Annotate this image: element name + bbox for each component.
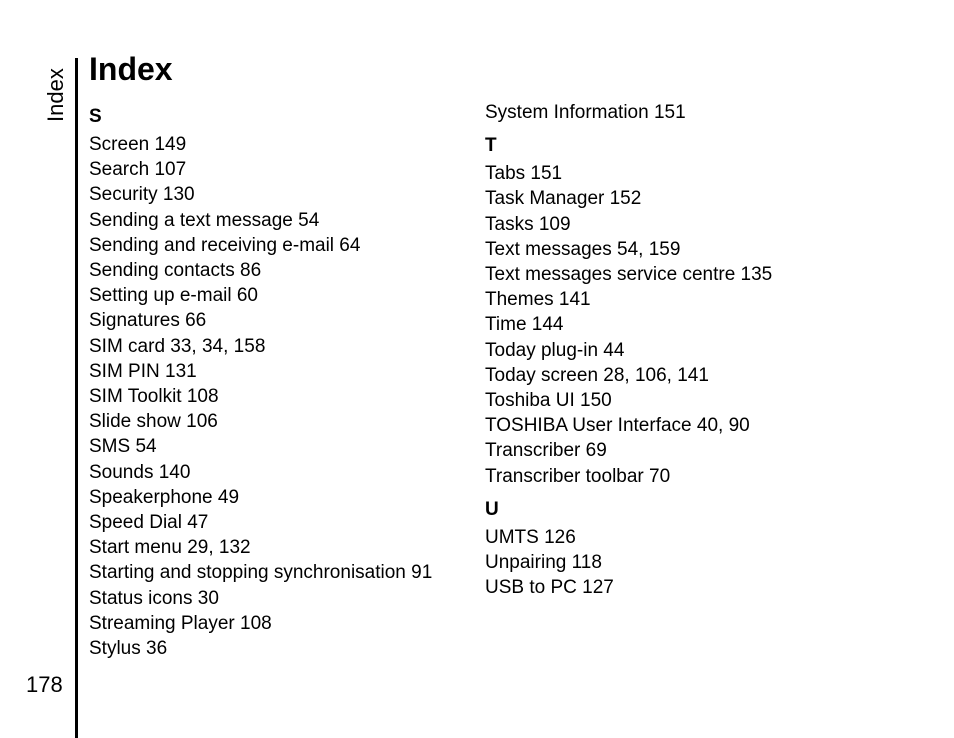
index-entry: Themes 141 (485, 289, 591, 311)
index-entry: Stylus 36 (89, 638, 168, 660)
index-entry: SMS 54 (89, 436, 157, 458)
index-section-u (485, 497, 772, 601)
index-entry: Text messages service centre 135 (485, 264, 773, 286)
index-entry: SIM PIN 131 (89, 360, 197, 382)
index-section-t (485, 133, 772, 489)
index-entry: Screen 149 (89, 134, 187, 155)
index-entry: Time 144 (485, 314, 564, 336)
index-entry: Starting and stopping synchronisation 91 (89, 562, 433, 584)
index-entry: Task Manager 152 (485, 188, 642, 210)
index-column-right (485, 99, 772, 600)
index-entry: UMTS 126 (485, 526, 576, 548)
index-entry: Sending a text message 54 (89, 209, 320, 231)
index-entry: Sending contacts 86 (89, 260, 262, 282)
entry-list (89, 132, 432, 661)
margin-rule (75, 58, 78, 738)
index-entry: Transcriber 69 (485, 440, 607, 462)
index-section-s (89, 104, 432, 661)
index-entry: Transcriber toolbar 70 (485, 465, 671, 487)
index-entry: Today screen 28, 106, 141 (485, 364, 709, 386)
index-entry: Tasks 109 (485, 213, 571, 235)
index-column-left (89, 99, 432, 661)
index-entry: Signatures 66 (89, 310, 207, 332)
index-entry: System Information 151 (485, 102, 686, 123)
page-title: Index (89, 51, 173, 87)
index-entry: Streaming Player 108 (89, 612, 272, 634)
index-entry: SIM card 33, 34, 158 (89, 335, 266, 357)
continued-entry-list (485, 100, 772, 125)
index-entry: Unpairing 118 (485, 552, 602, 574)
index-entry: Slide show 106 (89, 411, 218, 433)
index-entry: Security 130 (89, 184, 195, 206)
section-letter: S (89, 106, 102, 127)
index-entry: Sounds 140 (89, 461, 191, 483)
index-entry: Today plug-in 44 (485, 339, 625, 361)
index-entry: Tabs 151 (485, 163, 563, 185)
index-entry: Sending and receiving e-mail 64 (89, 234, 361, 256)
index-entry: Speakerphone 49 (89, 486, 240, 508)
index-entry: Text messages 54, 159 (485, 238, 681, 260)
entry-list (485, 161, 772, 489)
section-letter: U (485, 498, 499, 520)
section-letter: T (485, 135, 497, 157)
index-entry: SIM Toolkit 108 (89, 386, 219, 408)
index-entry: Status icons 30 (89, 587, 219, 609)
index-entry: Search 107 (89, 159, 187, 181)
index-entry: Setting up e-mail 60 (89, 285, 258, 307)
index-entry: TOSHIBA User Interface 40, 90 (485, 415, 750, 437)
index-entry: Speed Dial 47 (89, 512, 209, 534)
index-entry: USB to PC 127 (485, 577, 614, 599)
index-entry: Start menu 29, 132 (89, 537, 251, 559)
index-entry: Toshiba UI 150 (485, 390, 612, 412)
page-number: 178 (26, 672, 63, 697)
side-section-label: Index (43, 68, 68, 122)
entry-list (485, 525, 772, 601)
